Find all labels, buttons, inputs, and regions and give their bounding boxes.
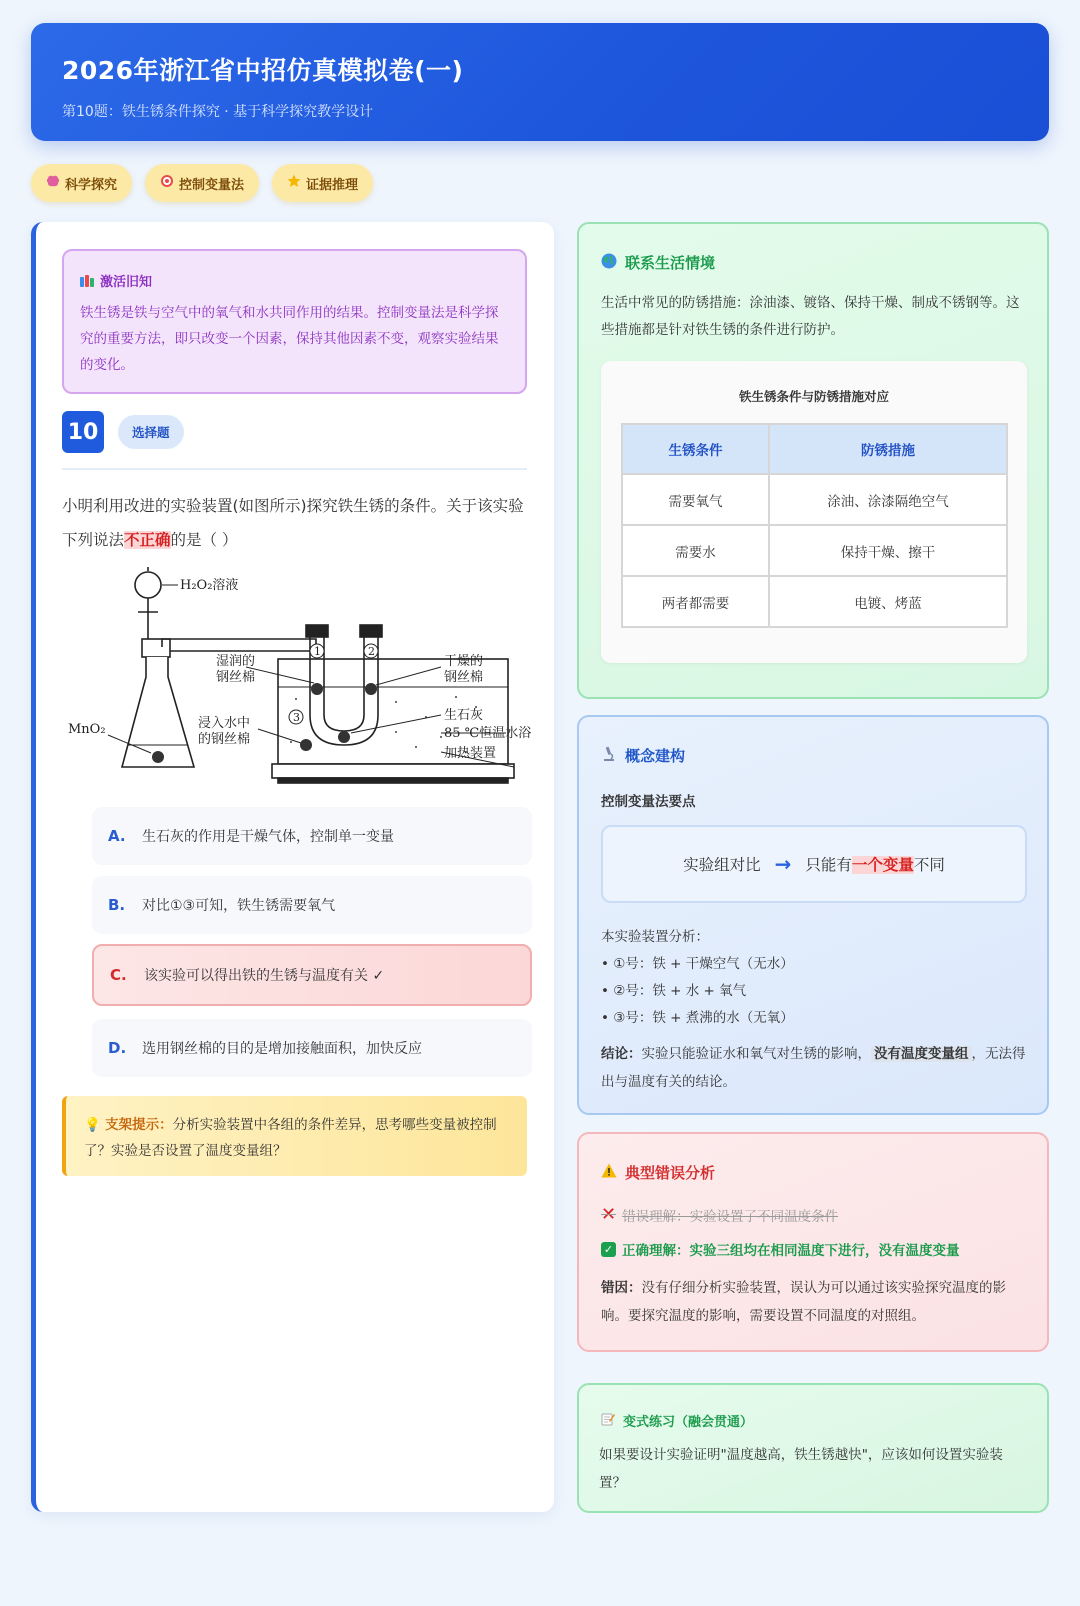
label-dry-2: 钢丝棉 xyxy=(444,670,484,685)
warning-icon xyxy=(601,1163,617,1182)
scaffold-hint: 💡 支架提示：分析实验装置中各组的条件差异，思考哪些变量被控制了？实验是否设置了温度变量组？ xyxy=(62,1096,527,1176)
label-dry-1: 干燥的 xyxy=(444,654,484,669)
tag-list xyxy=(31,164,373,202)
label-mno2: MnO₂ xyxy=(68,722,106,737)
activate-text: 铁生锈是铁与空气中的氧气和水共同作用的结果。控制变量法是科学探究的重要方法，即只改变一个因素，保持其他因素不变，观察实验结果的变化。 xyxy=(80,305,499,373)
negation-emphasis: 不正确 xyxy=(124,531,171,549)
memo-icon xyxy=(601,1412,615,1430)
table-title: 铁生锈条件与防锈措施对应 xyxy=(738,389,889,404)
activate-title: 激活旧知 xyxy=(80,271,509,290)
table-cell: 保持干燥、擦干 xyxy=(769,525,1007,576)
label-wet-1: 湿润的 xyxy=(216,654,256,669)
experiment-apparatus-figure xyxy=(66,567,536,792)
tag-control-variable[interactable] xyxy=(145,164,259,202)
question-type-badge: 选择题 xyxy=(118,415,184,449)
life-text: 生活中常见的防锈措施：涂油漆、镀铬、保持干燥、制成不锈钢等。这些措施都是针对铁生锈的条件进行防护。 xyxy=(601,295,1020,338)
concept-title: 概念建构 xyxy=(601,745,685,766)
table-row xyxy=(622,474,1007,525)
table-row xyxy=(622,525,1007,576)
table-cell: 涂油、涂漆隔绝空气 xyxy=(769,474,1007,525)
funnel-bulb xyxy=(135,572,161,598)
rust-table-card xyxy=(601,361,1027,663)
label-h2o2: H₂O₂溶液 xyxy=(180,578,239,593)
variant-text: 如果要设计实验证明"温度越高，铁生锈越快"，应该如何设置实验装置？ xyxy=(599,1447,1003,1491)
cross-icon: ✕ xyxy=(601,1204,617,1225)
checkmark-icon: ✓ xyxy=(601,1242,616,1257)
analysis-list xyxy=(601,951,794,1032)
correct-understanding: ✓ 正确理解：实验三组均在相同温度下进行，没有温度变量 xyxy=(601,1239,960,1259)
table-cell: 需要水 xyxy=(622,525,769,576)
microscope-icon xyxy=(601,746,617,766)
wrong-understanding: ✕ 错误理解：实验设置了不同温度条件 xyxy=(601,1204,839,1225)
conclusion: 结论：实验只能验证水和氧气对生锈的影响， 没有温度变量组 ，无法得出与温度有关的结论。 xyxy=(601,1046,1026,1090)
table-header-row xyxy=(622,424,1007,474)
question-stem: 小明利用改进的实验装置(如图所示)探究铁生锈的条件。关于该实验下列说法不正确的是（ ） xyxy=(62,497,524,549)
label-3: 3 xyxy=(293,711,300,724)
star-icon xyxy=(287,174,301,192)
label-lime: 生石灰 xyxy=(444,708,484,723)
table-header: 防锈措施 xyxy=(769,424,1007,474)
option-text: 生石灰的作用是干燥气体，控制单一变量 xyxy=(142,829,394,845)
option-a[interactable]: A. 生石灰的作用是干燥气体，控制单一变量 xyxy=(92,807,532,865)
label-2: 2 xyxy=(368,645,375,658)
error-analysis-panel xyxy=(577,1132,1049,1352)
table-cell: 两者都需要 xyxy=(622,576,769,627)
error-title: 典型错误分析 xyxy=(601,1162,715,1183)
list-item: • ③号：铁 + 煮沸的水（无氧） xyxy=(601,1005,794,1032)
target-icon xyxy=(160,174,174,192)
label-soaked-2: 的钢丝棉 xyxy=(198,732,251,747)
activate-box xyxy=(62,249,527,394)
rust-table xyxy=(621,423,1008,628)
label-bath: 85 ℃恒温水浴 xyxy=(444,726,532,741)
tag-evidence[interactable] xyxy=(272,164,373,202)
list-item: • ②号：铁 + 水 + 氧气 xyxy=(601,978,794,1005)
tag-science[interactable] xyxy=(31,164,132,202)
table-cell: 需要氧气 xyxy=(622,474,769,525)
question-card xyxy=(31,222,554,1512)
label-1: 1 xyxy=(314,645,321,658)
page-title: 2026年浙江省中招仿真模拟卷(一) xyxy=(62,56,464,85)
life-context-panel xyxy=(577,222,1049,699)
divider xyxy=(62,468,527,470)
conclusion-highlight: 没有温度变量组 xyxy=(871,1046,972,1062)
lightbulb-icon: 💡 xyxy=(84,1117,101,1133)
label-wet-2: 钢丝棉 xyxy=(216,670,256,685)
life-title: 联系生活情境 xyxy=(601,252,715,273)
option-text: 该实验可以得出铁的生锈与温度有关 ✓ xyxy=(144,968,385,984)
option-d[interactable]: D. 选用钢丝棉的目的是增加接触面积，加快反应 xyxy=(92,1019,532,1077)
question-number: 10 xyxy=(62,411,104,453)
option-text: 选用钢丝棉的目的是增加接触面积，加快反应 xyxy=(142,1041,422,1057)
key-phrase: 一个变量 xyxy=(851,856,914,874)
tag-label: 科学探究 xyxy=(65,177,118,193)
brain-icon xyxy=(46,175,60,192)
error-cause: 错因：没有仔细分析实验装置，误认为可以通过该实验探究温度的影响。要探究温度的影响，需要设置不同温度的对照组。 xyxy=(601,1280,1006,1324)
option-c-correct[interactable]: C. 该实验可以得出铁的生锈与温度有关 ✓ xyxy=(92,944,532,1006)
concept-panel xyxy=(577,715,1049,1115)
arrow-right-icon: → xyxy=(774,852,792,876)
table-header: 生锈条件 xyxy=(622,424,769,474)
globe-icon xyxy=(601,253,617,273)
option-text: 对比①③可知，铁生锈需要氧气 xyxy=(142,898,336,914)
option-b[interactable]: B. 对比①③可知，铁生锈需要氧气 xyxy=(92,876,532,934)
list-item: • ①号：铁 + 干燥空气（无水） xyxy=(601,951,794,978)
tag-label: 证据推理 xyxy=(306,177,359,193)
page-subtitle: 第10题：铁生锈条件探究 · 基于科学探究教学设计 xyxy=(62,104,374,120)
concept-subtitle: 控制变量法要点 xyxy=(601,794,696,810)
variant-title: 变式练习（融会贯通） xyxy=(601,1411,753,1430)
variant-practice-panel xyxy=(577,1383,1049,1513)
analysis-heading: 本实验装置分析： xyxy=(601,929,709,945)
label-soaked-1: 浸入水中 xyxy=(198,716,251,731)
tag-label: 控制变量法 xyxy=(179,177,245,193)
table-cell: 电镀、烤蓝 xyxy=(769,576,1007,627)
page-header xyxy=(31,23,1049,141)
label-heater: 加热装置 xyxy=(444,746,497,761)
control-variable-formula: 实验组对比 → 只能有一个变量不同 xyxy=(601,825,1027,903)
table-row xyxy=(622,576,1007,627)
books-icon xyxy=(80,275,94,287)
